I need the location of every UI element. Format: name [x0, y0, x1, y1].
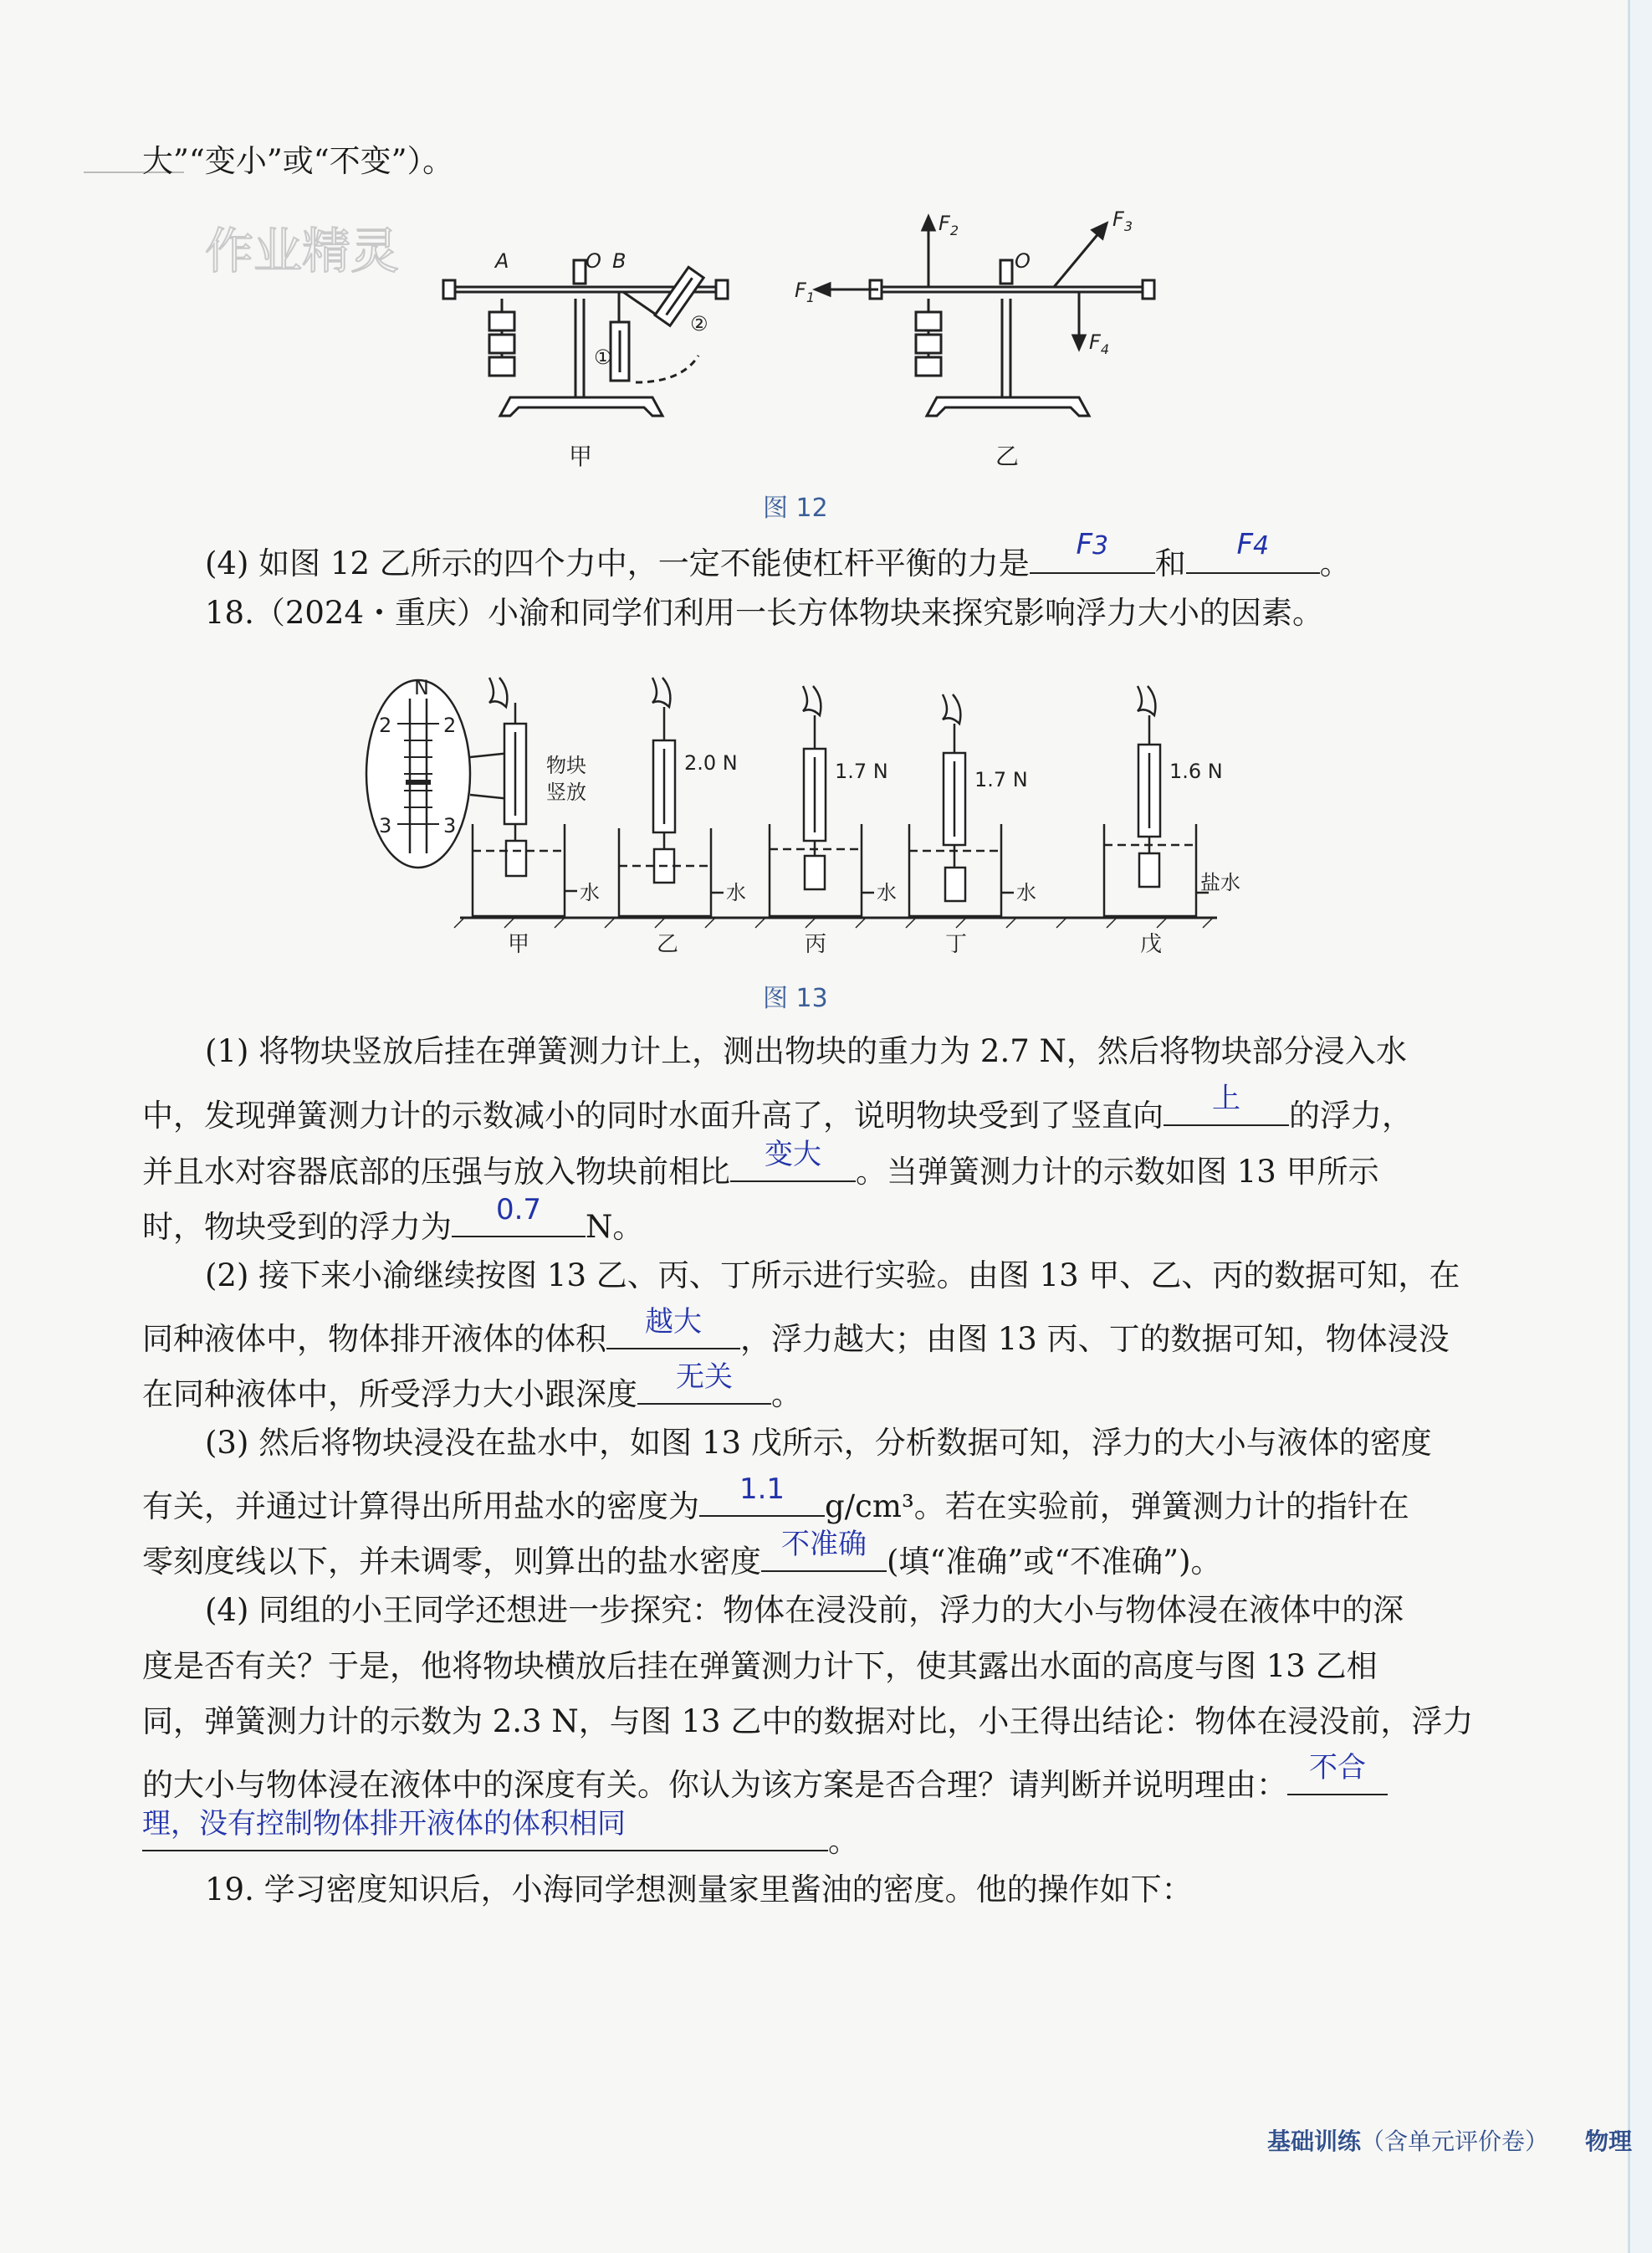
reading-bing: 1.7 N — [835, 760, 888, 783]
watermark — [205, 213, 456, 289]
p4-line3: 同，弹簧测力计的示数为 2.3 N，与图 13 乙中的数据对比，小王得出结论：物体在浸没前，浮力 — [142, 1703, 1474, 1739]
liquid-ding: 水 — [1016, 881, 1036, 904]
p4-line2: 度是否有关？于是，他将物块横放后挂在弹簧测力计下，使其露出水面的高度与图 13 乙相 — [142, 1648, 1378, 1684]
liquid-yi: 水 — [726, 881, 746, 904]
blank-f3: F3 — [1030, 535, 1155, 574]
force-f3: $F_3$ — [1112, 207, 1133, 234]
force-f2: $F_2$ — [939, 212, 959, 238]
blank-bigger: 变大 — [730, 1144, 856, 1182]
p2-line3: 在同种液体中，所受浮力大小跟深度 无关 。 — [142, 1360, 802, 1412]
p3-line3: 零刻度线以下，并未调零，则算出的盐水密度 不准确 (填“准确”或“不准确”)。 — [142, 1528, 1222, 1580]
reading-yi: 2.0 N — [684, 751, 738, 775]
label-o2: O — [1015, 249, 1031, 273]
blank-reason-start: 不合 — [1287, 1757, 1388, 1795]
blank-up: 上 — [1164, 1088, 1289, 1126]
label-b: B — [612, 249, 627, 273]
label-o: O — [586, 249, 601, 273]
p1-line2: 中，发现弹簧测力计的示数减小的同时水面升高了，说明物块受到了竖直向 上 的浮力， — [142, 1082, 1413, 1134]
label-one: ① — [594, 346, 612, 369]
p4-line1: (4) 同组的小王同学还想进一步探究：物体在浸没前，浮力的大小与物体浸在液体中的深 — [205, 1592, 1404, 1628]
p4-line5: 理，没有控制物体排开液体的体积相同 。 — [142, 1807, 859, 1859]
q19-stem: 19. 学习密度知识后，小海同学想测量家里酱油的密度。他的操作如下： — [205, 1872, 1193, 1907]
blank-inaccurate: 不准确 — [761, 1534, 887, 1572]
liquid-jia: 水 — [580, 881, 600, 904]
blank-buoyancy: 0.7 — [452, 1199, 586, 1237]
blank-density: 1.1 — [699, 1478, 825, 1517]
dial-3-left: 3 — [379, 814, 392, 837]
label-a: A — [495, 249, 509, 273]
sub-jia: 甲 — [508, 932, 530, 957]
footer-subject: 物理 — [1585, 2128, 1633, 2155]
top-line: 大”“变小”或“不变”）。 — [142, 143, 454, 179]
figure-13-caption: 图 13 — [763, 984, 828, 1013]
dial-3-right: 3 — [443, 814, 457, 837]
p4-line4: 的大小与物体浸在液体中的深度有关。你认为该方案是否合理？请判断并说明理由： 不合 — [142, 1757, 1388, 1806]
p2-line2: 同种液体中，物体排开液体的体积 越大 ，浮力越大；由图 13 丙、丁的数据可知，物体浸没 — [142, 1305, 1450, 1357]
page-edge-strip — [1628, 0, 1652, 2253]
force-f1: $F_1$ — [795, 279, 815, 305]
sub-yi: 乙 — [657, 932, 679, 957]
p1-line4: 时，物块受到的浮力为 0.7 N。 — [142, 1193, 644, 1245]
setup-bing — [770, 686, 874, 916]
setup-ding — [909, 694, 1014, 916]
blank-f4: F4 — [1186, 535, 1320, 574]
q18-stem: 18.（2024・重庆）小渝和同学们利用一长方体物块来探究影响浮力大小的因素。 — [205, 595, 1324, 631]
dial-2-left: 2 — [379, 714, 392, 737]
fig12-sub-b: 乙 — [995, 443, 1020, 470]
p1-line1: (1) 将物块竖放后挂在弹簧测力计上，测出物块的重力为 2.7 N，然后将物块部分浸入水 — [205, 1033, 1407, 1069]
footer-series: 基础训练（含单元评价卷） — [1267, 2128, 1549, 2155]
figure-12 — [443, 205, 1163, 481]
figure-13 — [364, 673, 1240, 958]
dial-unit: N — [414, 676, 429, 699]
setup-yi — [619, 678, 724, 916]
reading-wu: 1.6 N — [1169, 760, 1223, 783]
p3-line2: 有关，并通过计算得出所用盐水的密度为 1.1 g/cm³。若在实验前，弹簧测力计的指针在 — [142, 1472, 1409, 1524]
block-note-1: 物块 — [546, 754, 586, 777]
sub-wu: 戊 — [1140, 932, 1163, 957]
dial-2-right: 2 — [443, 714, 457, 737]
setup-wu — [1104, 686, 1209, 916]
liquid-wu: 盐水 — [1200, 871, 1240, 894]
liquid-bing: 水 — [877, 881, 897, 904]
sub-ding: 丁 — [945, 932, 968, 957]
p3-line1: (3) 然后将物块浸没在盐水中，如图 13 戊所示，分析数据可知，浮力的大小与液体的密度 — [205, 1425, 1432, 1461]
blank-unrelated: 无关 — [637, 1366, 771, 1405]
force-f4: $F_4$ — [1089, 330, 1109, 357]
watermark-text: 作业精灵 — [205, 223, 400, 279]
reading-ding: 1.7 N — [974, 768, 1028, 791]
blank-reason-cont: 理，没有控制物体排开液体的体积相同 — [142, 1813, 828, 1851]
fig12-sub-a: 甲 — [569, 443, 593, 470]
p2-line1: (2) 接下来小渝继续按图 13 乙、丙、丁所示进行实验。由图 13 甲、乙、丙的数据可知，在 — [205, 1257, 1460, 1293]
figure-12-caption: 图 12 — [763, 494, 828, 523]
label-two: ② — [690, 312, 708, 335]
blank-larger: 越大 — [606, 1311, 740, 1349]
sub-bing: 丙 — [805, 932, 827, 957]
q17-4-line: (4) 如图 12 乙所示的四个力中，一定不能使杠杆平衡的力是 F3 和 F4 。 — [205, 528, 1351, 581]
p1-line3: 并且水对容器底部的压强与放入物块前相比 变大 。当弹簧测力计的示数如图 13 甲所示 — [142, 1138, 1379, 1190]
block-note-2: 竖放 — [546, 781, 586, 804]
